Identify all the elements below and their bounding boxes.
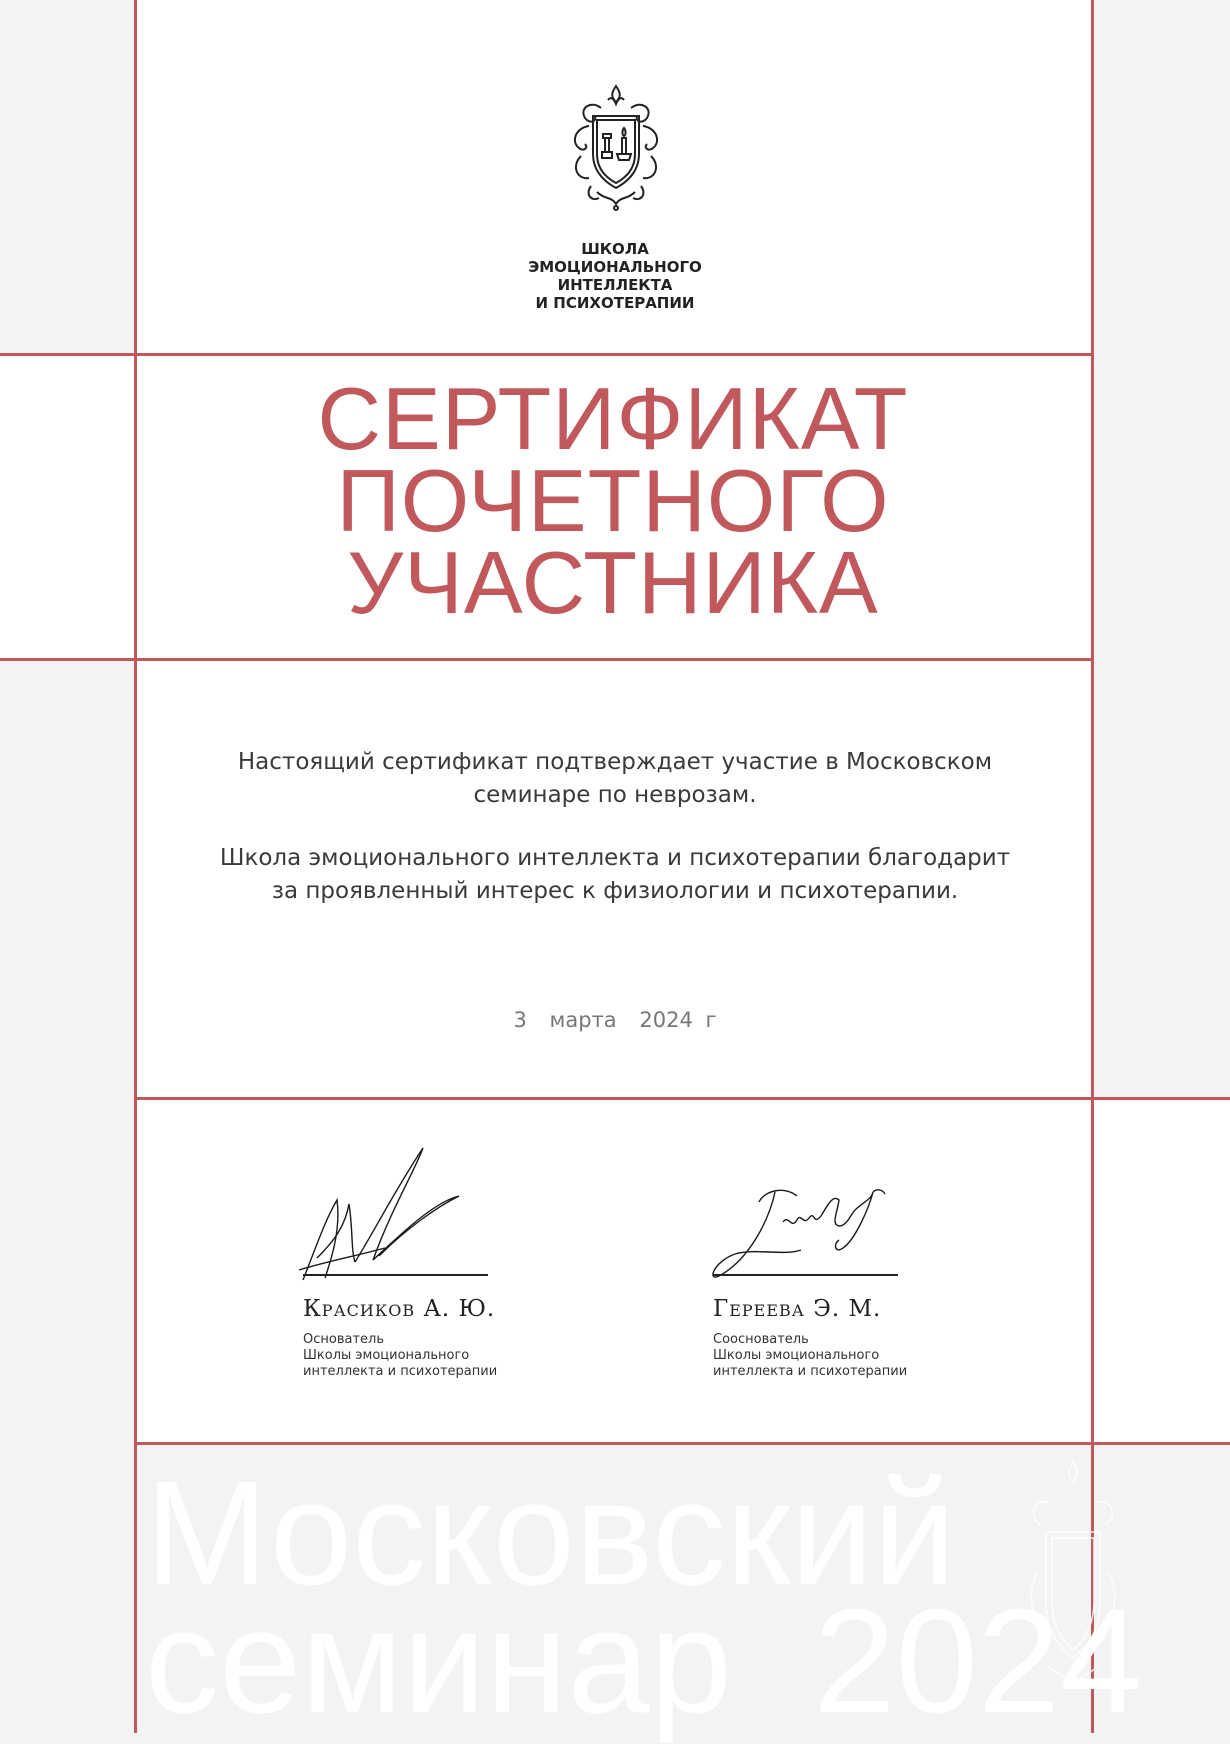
role-line: Школы эмоционального [713,1348,880,1363]
gratitude-paragraph [180,842,1050,908]
title-line: ПОЧЕТНОГО [336,451,890,550]
signature-line [303,1274,488,1276]
role-line: Школы эмоционального [303,1348,470,1363]
rule-above-signatures [134,1097,1230,1100]
school-name [465,240,765,312]
role-line: интеллекта и психотерапии [303,1364,498,1379]
role-line: Основатель [303,1332,385,1347]
school-name-line: И ПСИХОТЕРАПИИ [535,294,695,312]
certificate-title [136,369,1090,632]
watermark-line: Московский [145,1451,957,1616]
watermark-emblem-icon [1018,1452,1128,1722]
handwritten-signature-gereeva [705,1130,905,1290]
school-name-line: ЭМОЦИОНАЛЬНОГО [528,258,702,276]
issue-date [480,1008,750,1032]
participation-paragraph [180,746,1050,812]
school-name-line: ШКОЛА [581,240,649,258]
role-line: интеллекта и психотерапии [713,1364,908,1379]
watermark-line: семинар 2024 [145,1579,1143,1744]
title-line: УЧАСТНИКА [347,533,879,632]
paragraph-line: Настоящий сертификат подтверждает участие в Московском [237,749,993,775]
paragraph-line: семинаре по неврозам. [473,782,757,808]
date-day: 3 [513,1008,527,1032]
left-vertical-rule [134,0,137,1733]
school-name-line: ИНТЕЛЛЕКТА [557,276,673,294]
rule-below-title [0,658,1093,661]
handwritten-signature-krasikov [295,1130,495,1290]
signatory-role [303,1332,543,1380]
title-line: СЕРТИФИКАТ [317,369,909,468]
signatory-name: Красиков А. Ю. [303,1296,496,1322]
date-year: 2024 г [639,1008,717,1032]
date-month: марта [549,1008,617,1032]
signatory-name: Гереева Э. М. [713,1296,882,1322]
signature-line [713,1274,898,1276]
rule-below-header [0,353,1093,356]
paragraph-line: Школа эмоционального интеллекта и психотерапии благодарит [219,845,1011,871]
school-emblem-logo [561,82,671,212]
paragraph-line: за проявленный интерес к физиологии и психотерапии. [271,878,959,904]
role-line: Сооснователь [713,1332,809,1347]
signatory-role [713,1332,953,1380]
rule-below-signatures [134,1442,1230,1445]
